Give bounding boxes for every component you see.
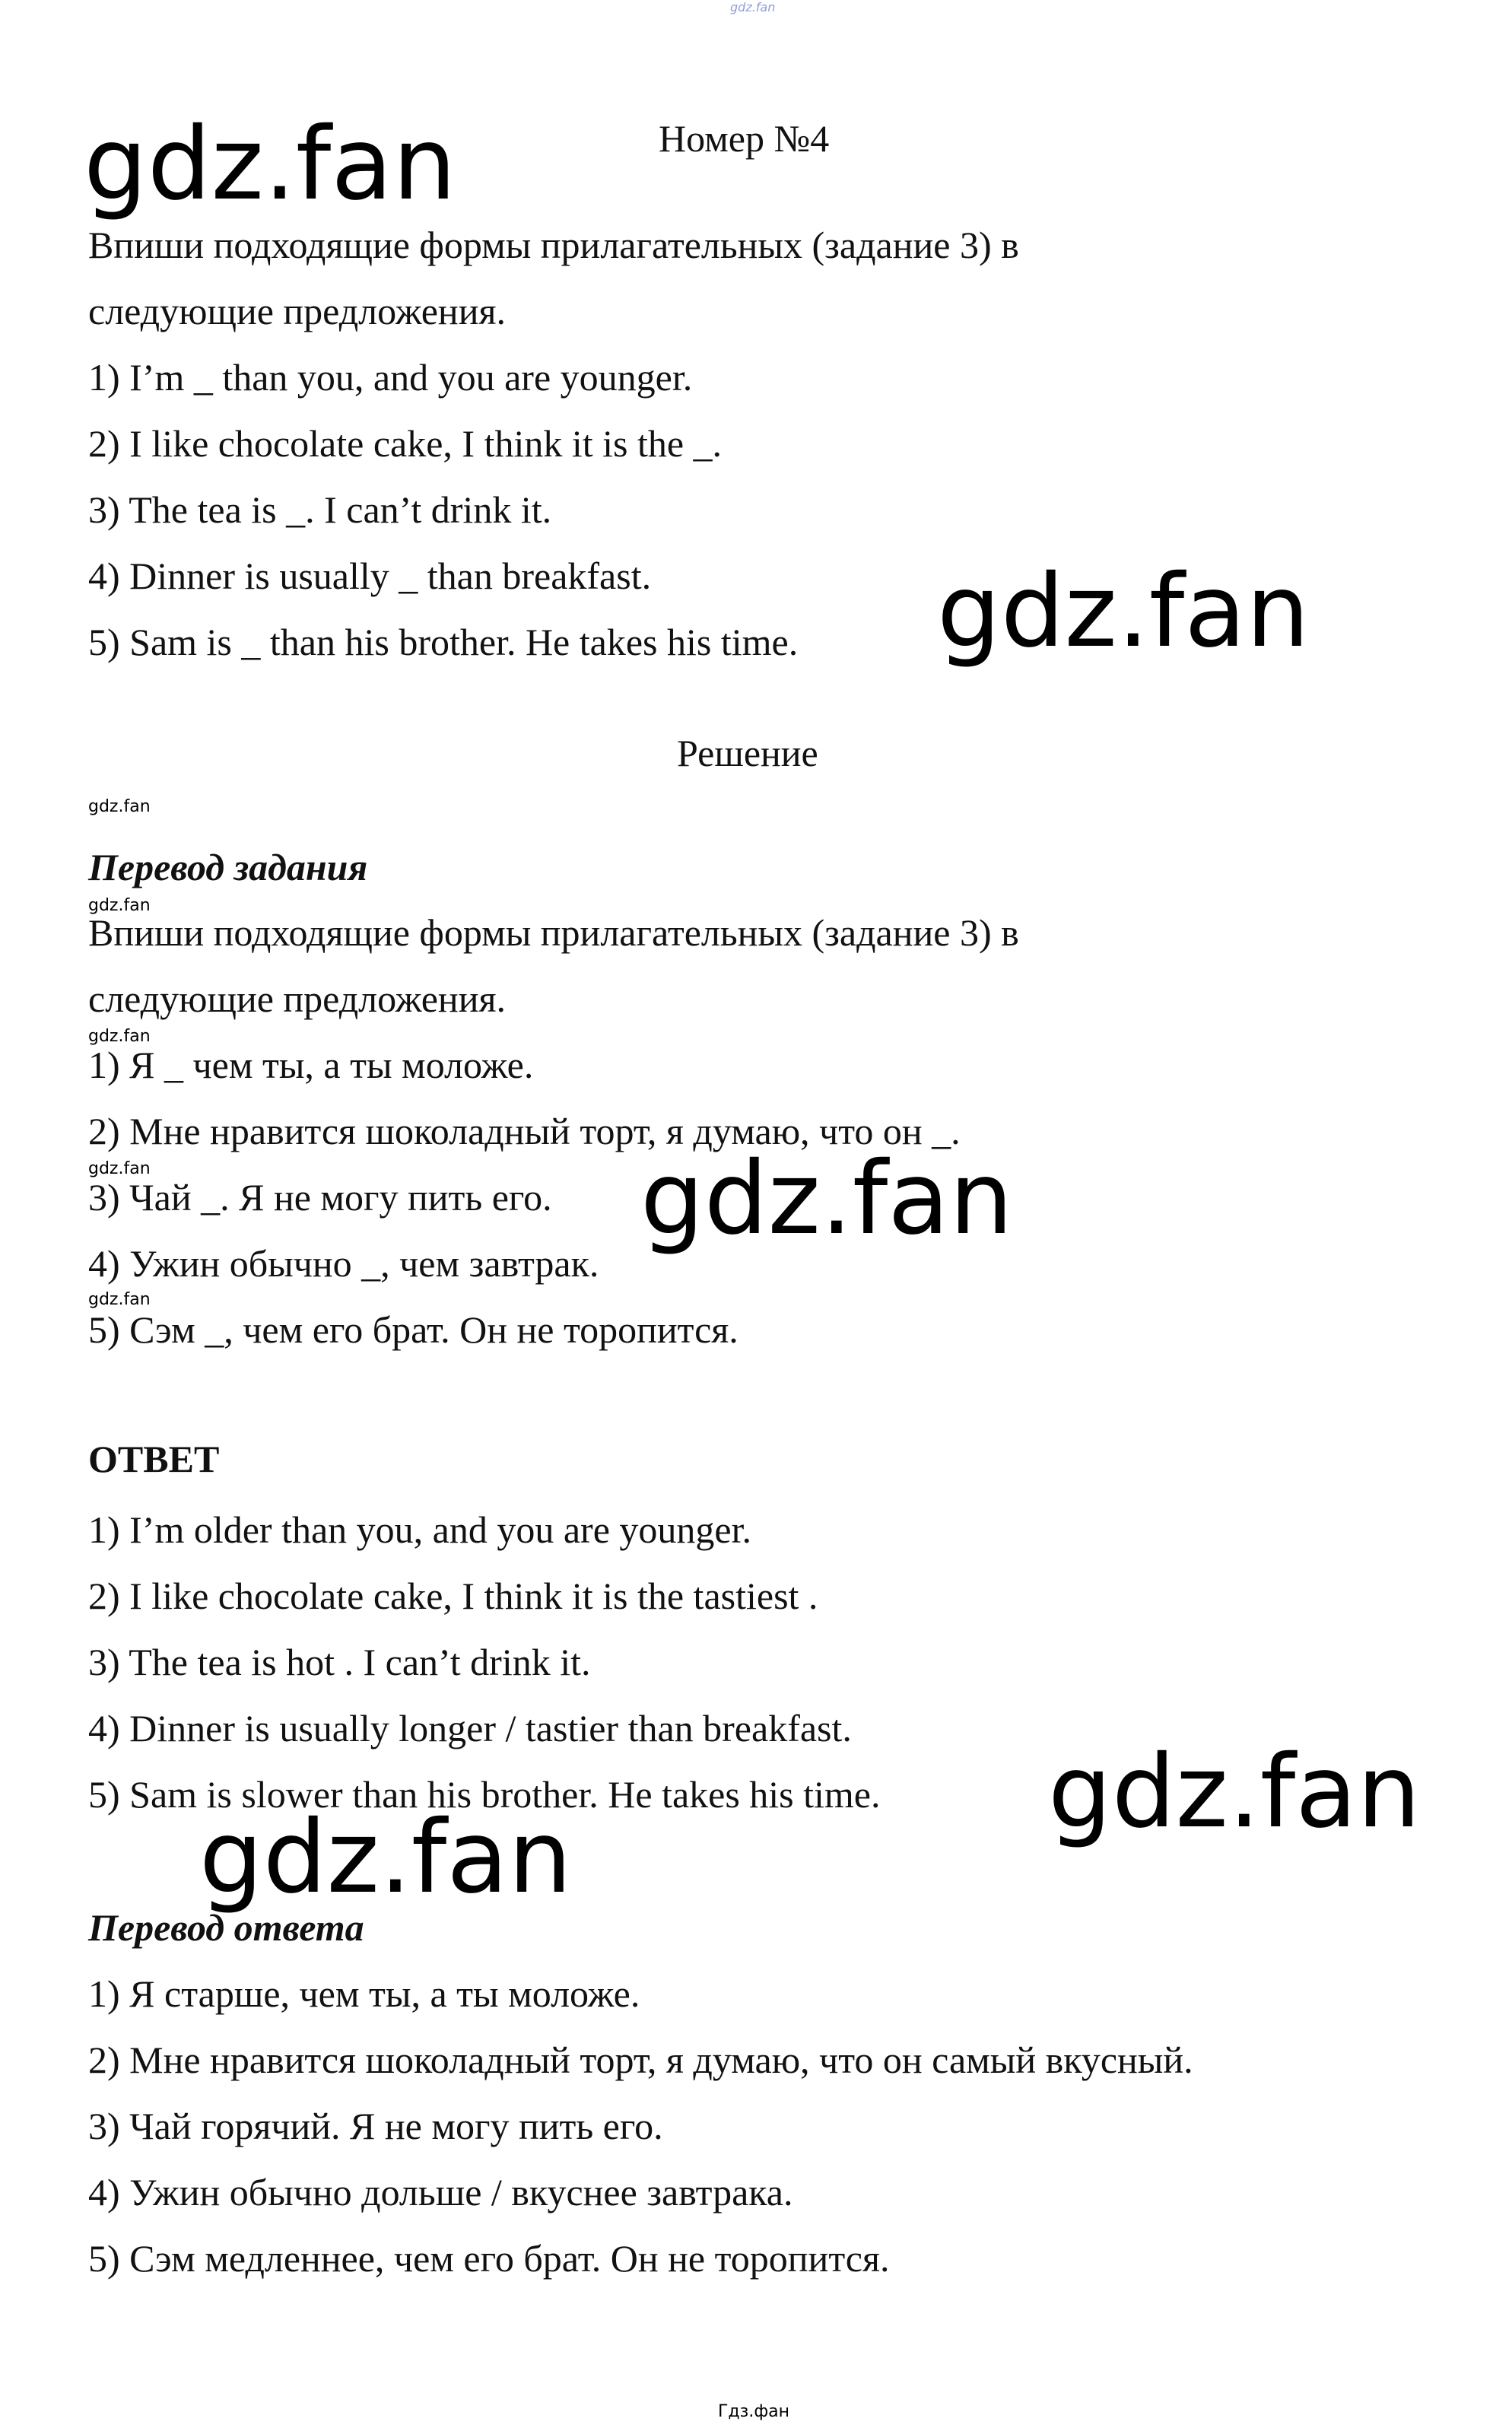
answer-item: 5) Sam is slower than his brother. He takes his time. <box>88 1773 881 1816</box>
answer-item: 1) I’m older than you, and you are younger. <box>88 1508 751 1551</box>
watermark-logo: gdz.fan <box>1048 1734 1421 1851</box>
task-item: 1) I’m _ than you, and you are younger. <box>88 356 693 399</box>
answer-heading: ОТВЕТ <box>88 1438 220 1480</box>
watermark-small: gdz.fan <box>88 797 151 816</box>
answer-translation-item: 2) Мне нравится шоколадный торт, я думаю, что он самый вкусный. <box>88 2039 1193 2081</box>
solution-heading: Решение <box>677 732 818 774</box>
task-item: 3) The tea is _. I can’t drink it. <box>88 488 552 531</box>
top-watermark: gdz.fan <box>730 0 776 14</box>
answer-translation-item: 1) Я старше, чем ты, а ты моложе. <box>88 1972 640 2015</box>
task-item: 2) I like chocolate cake, I think it is the _. <box>88 422 723 465</box>
translation-item: 3) Чай _. Я не могу пить его. <box>88 1176 552 1219</box>
watermark-logo: gdz.fan <box>199 1799 572 1916</box>
translation-item: 4) Ужин обычно _, чем завтрак. <box>88 1242 599 1285</box>
watermark-small: gdz.fan <box>88 896 151 915</box>
translation-item: 1) Я _ чем ты, а ты моложе. <box>88 1044 534 1086</box>
answer-translation-item: 4) Ужин обычно дольше / вкуснее завтрака. <box>88 2171 793 2213</box>
task-item: 4) Dinner is usually _ than breakfast. <box>88 555 652 597</box>
answer-translation-heading: Перевод ответа <box>88 1906 364 1949</box>
translation-item: 5) Сэм _, чем его брат. Он не торопится. <box>88 1308 739 1351</box>
watermark-small: gdz.fan <box>88 1290 151 1309</box>
task-text-line-2: следующие предложения. <box>88 290 506 332</box>
answer-item: 3) The tea is hot . I can’t drink it. <box>88 1641 591 1683</box>
translation-text-line-1: Впиши подходящие формы прилагательных (задание 3) в <box>88 911 1019 954</box>
answer-item: 2) I like chocolate cake, I think it is the tastiest . <box>88 1575 818 1617</box>
watermark-logo: gdz.fan <box>84 106 456 223</box>
translation-item: 2) Мне нравится шоколадный торт, я думаю, что он _. <box>88 1110 961 1152</box>
task-item: 5) Sam is _ than his brother. He takes his time. <box>88 621 799 663</box>
translation-text-line-2: следующие предложения. <box>88 977 506 1020</box>
task-translation-heading: Перевод задания <box>88 846 368 888</box>
watermark-small: gdz.fan <box>88 1159 151 1178</box>
watermark-logo: gdz.fan <box>937 553 1310 670</box>
footer-watermark: Гдз.фан <box>718 2402 789 2421</box>
answer-translation-item: 3) Чай горячий. Я не могу пить его. <box>88 2105 663 2147</box>
watermark-small: gdz.fan <box>88 1027 151 1046</box>
answer-translation-item: 5) Сэм медленнее, чем его брат. Он не торопится. <box>88 2237 890 2280</box>
answer-item: 4) Dinner is usually longer / tastier than breakfast. <box>88 1707 852 1749</box>
page-title: Номер №4 <box>659 117 830 160</box>
watermark-logo: gdz.fan <box>640 1140 1013 1257</box>
task-text-line-1: Впиши подходящие формы прилагательных (задание 3) в <box>88 224 1019 266</box>
